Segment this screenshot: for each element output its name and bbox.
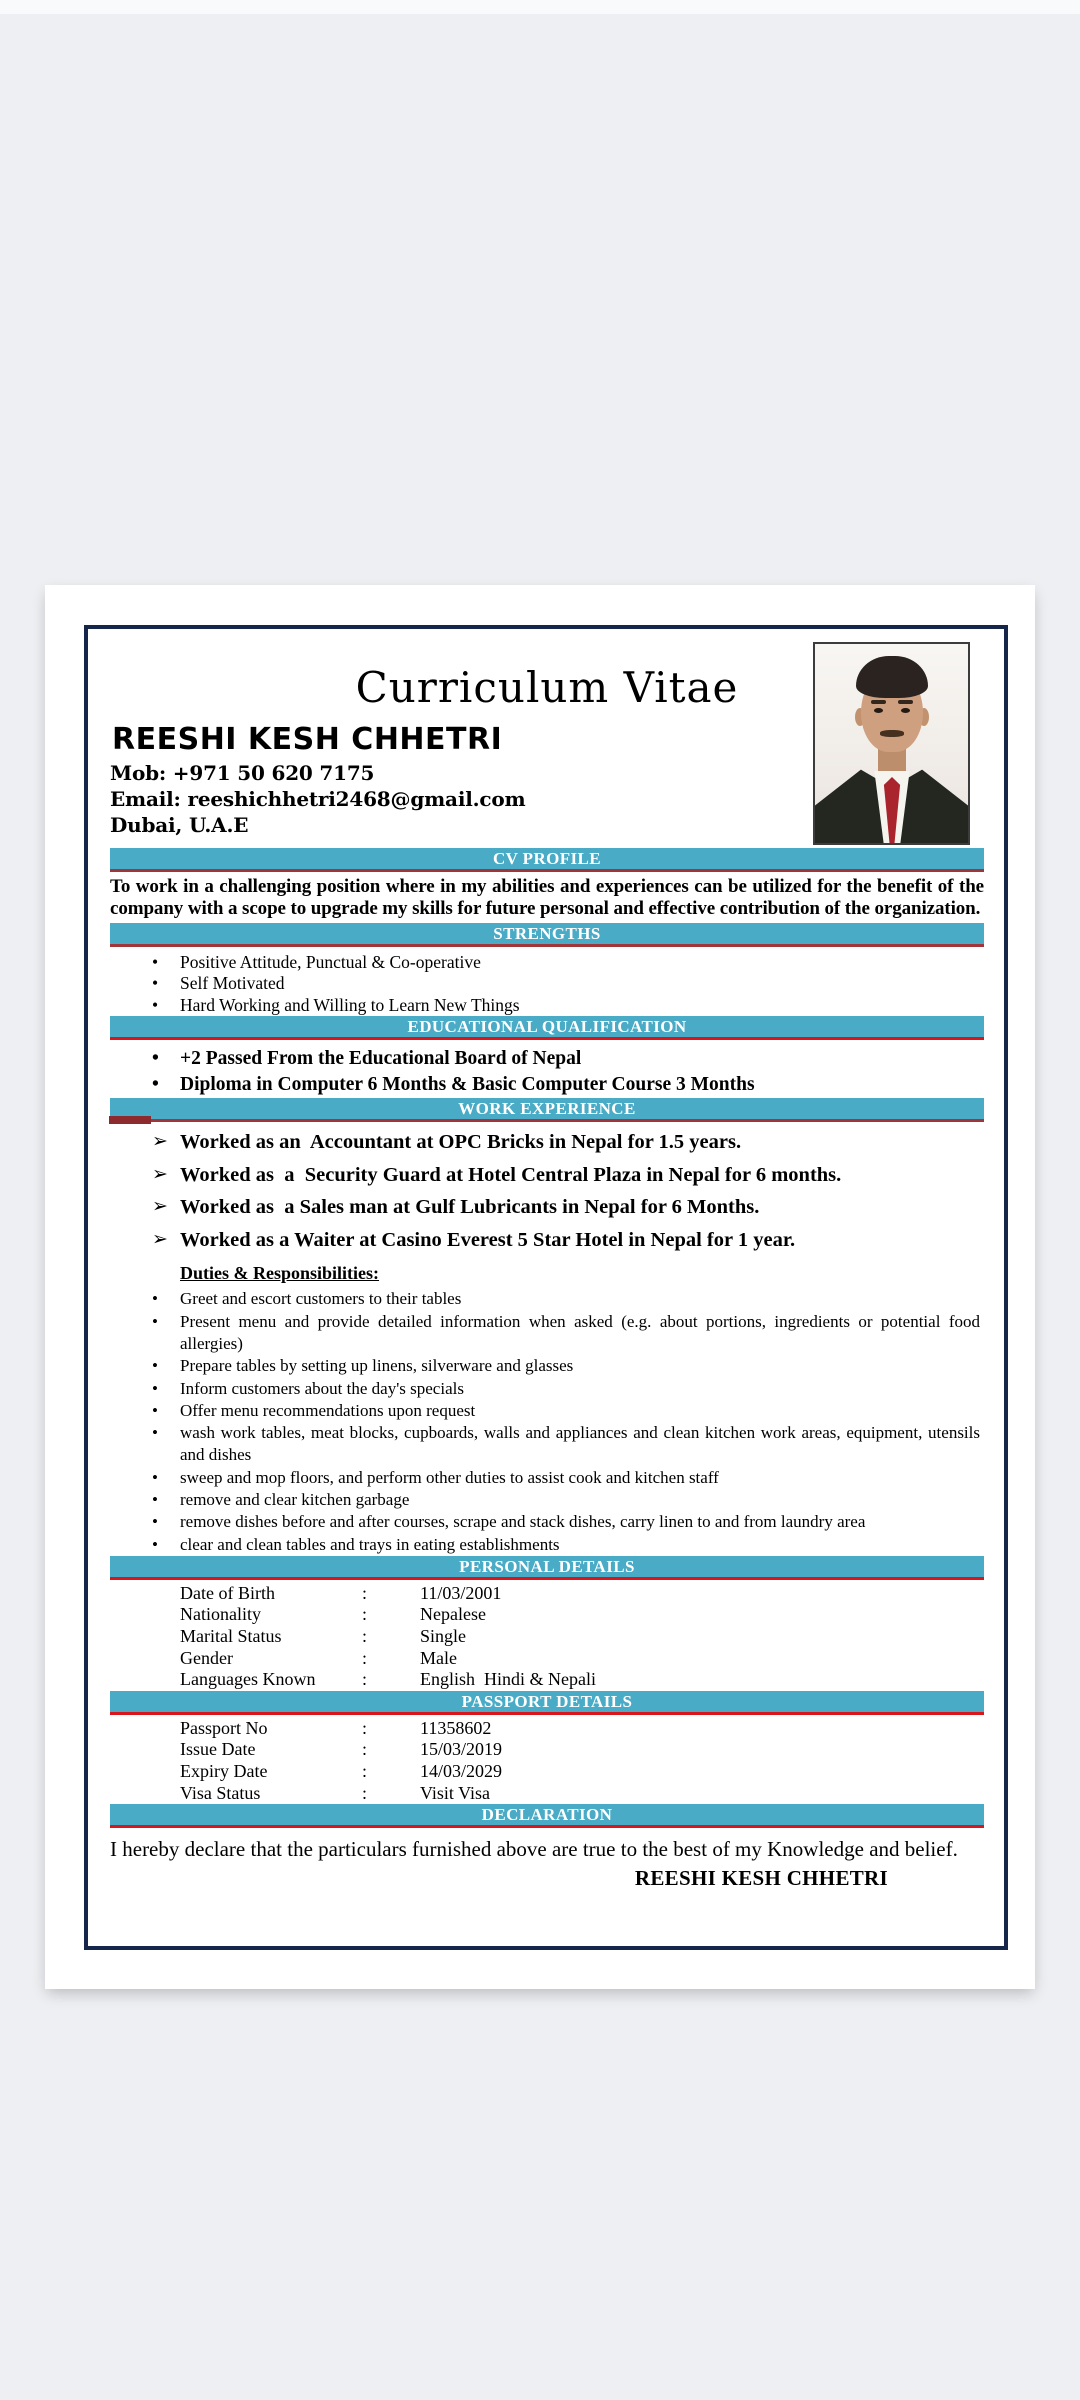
table-row	[110, 1583, 984, 1605]
bullet-icon: •	[152, 1378, 158, 1398]
list-item	[110, 1126, 984, 1159]
bullet-icon: •	[152, 973, 159, 994]
row-value: 15/03/2019	[420, 1739, 503, 1760]
list-item	[110, 1467, 984, 1489]
section-header-personal-details	[110, 1556, 984, 1577]
section-rule	[110, 1037, 984, 1040]
work-experience-list	[110, 1126, 984, 1256]
section-header-declaration	[110, 1804, 984, 1825]
list-item-text: Worked as a Sales man at Gulf Lubricants in Nepal for 6 Months.	[180, 1196, 760, 1219]
row-label: Visa Status	[180, 1782, 261, 1803]
row-colon: :	[362, 1717, 368, 1738]
bullet-icon: •	[152, 1400, 158, 1420]
list-item	[110, 1422, 984, 1467]
section-title: WORK EXPERIENCE	[458, 1099, 636, 1119]
list-item-text: remove and clear kitchen garbage	[180, 1489, 410, 1509]
section-title: EDUCATIONAL QUALIFICATION	[407, 1017, 687, 1037]
row-colon: :	[362, 1582, 368, 1603]
list-item-text: clear and clean tables and trays in eating establishments	[180, 1534, 560, 1554]
section-rule	[110, 1119, 984, 1122]
row-value: 11358602	[420, 1717, 492, 1738]
row-label: Marital Status	[180, 1626, 282, 1647]
section-rule	[110, 1577, 984, 1580]
list-item-text: +2 Passed From the Educational Board of Nepal	[180, 1048, 582, 1070]
list-item	[110, 1534, 984, 1556]
list-item	[110, 1355, 984, 1377]
list-item	[110, 973, 984, 995]
list-item-text: Offer menu recommendations upon request	[180, 1400, 476, 1420]
arrow-bullet-icon: ➢	[152, 1163, 168, 1185]
contact-email: Email: reeshichhetri2468@gmail.com	[110, 787, 526, 811]
list-item	[110, 1159, 984, 1192]
bullet-icon: •	[152, 1489, 158, 1509]
row-value: English Hindi & Nepali	[420, 1669, 596, 1690]
section-header-work-experience	[110, 1098, 984, 1119]
list-item-text: Greet and escort customers to their tables	[180, 1289, 462, 1309]
table-row	[110, 1783, 984, 1805]
document-title: Curriculum Vitae	[355, 663, 739, 712]
duties-heading: Duties & Responsibilities:	[180, 1263, 380, 1284]
row-value: Visit Visa	[420, 1782, 491, 1803]
row-value: 11/03/2001	[420, 1582, 502, 1603]
row-colon: :	[362, 1761, 368, 1782]
bullet-icon: •	[152, 1423, 158, 1443]
row-value: Nepalese	[420, 1604, 486, 1625]
table-row	[110, 1718, 984, 1740]
passport-details-table	[110, 1718, 984, 1804]
arrow-bullet-icon: ➢	[152, 1228, 168, 1250]
list-item-text: remove dishes before and after courses, scrape and stack dishes, carry linen to and from laundry area	[180, 1512, 866, 1532]
list-item-text: Hard Working and Willing to Learn New Things	[180, 994, 520, 1015]
row-colon: :	[362, 1647, 368, 1668]
section-title: STRENGTHS	[493, 923, 601, 943]
row-label: Expiry Date	[180, 1761, 268, 1782]
row-colon: :	[362, 1669, 368, 1690]
section-header-education	[110, 1016, 984, 1037]
list-item	[110, 995, 984, 1017]
row-label: Date of Birth	[180, 1582, 275, 1603]
strengths-list	[110, 952, 984, 1017]
list-item	[110, 1046, 984, 1072]
list-item-text: Diploma in Computer 6 Months & Basic Computer Course 3 Months	[180, 1074, 755, 1096]
cv-profile-text: To work in a challenging position where in my abilities and experiences can be utilized for the benefit of the company with a scope to upgrade my skills for future personal and effective contribution of the organization.	[110, 876, 984, 920]
table-row	[110, 1648, 984, 1670]
table-row	[110, 1669, 984, 1691]
candidate-name: REESHI KESH CHHETRI	[112, 722, 503, 757]
row-colon: :	[362, 1604, 368, 1625]
section-header-cv-profile	[110, 848, 984, 869]
bullet-icon: •	[152, 994, 159, 1015]
photo-eyebrow-shape	[871, 700, 886, 704]
list-item-text: Worked as an Accountant at OPC Bricks in Nepal for 1.5 years.	[180, 1131, 742, 1154]
duties-list	[110, 1288, 984, 1556]
list-item	[110, 1378, 984, 1400]
list-item	[110, 1489, 984, 1511]
section-title: PERSONAL DETAILS	[459, 1556, 635, 1576]
row-colon: :	[362, 1739, 368, 1760]
list-item	[110, 1288, 984, 1310]
row-label: Passport No	[180, 1717, 268, 1738]
section-rule	[110, 1825, 984, 1828]
arrow-bullet-icon: ➢	[152, 1196, 168, 1218]
bullet-icon: •	[152, 1512, 158, 1532]
list-item	[110, 1191, 984, 1224]
row-label: Issue Date	[180, 1739, 256, 1760]
list-item-text: Inform customers about the day's specials	[180, 1378, 464, 1398]
contact-location: Dubai, U.A.E	[110, 813, 249, 837]
cv-border-frame	[84, 625, 1008, 1950]
bullet-icon: •	[152, 1074, 159, 1096]
table-row	[110, 1604, 984, 1626]
list-item	[110, 1511, 984, 1533]
row-value: 14/03/2029	[420, 1761, 503, 1782]
list-item-text: Positive Attitude, Punctual & Co-operative	[180, 951, 481, 972]
section-title: PASSPORT DETAILS	[461, 1691, 633, 1711]
photo-eye-shape	[901, 708, 910, 713]
row-value: Single	[420, 1626, 467, 1647]
contact-mobile: Mob: +971 50 620 7175	[110, 761, 375, 785]
list-item	[110, 1072, 984, 1098]
row-colon: :	[362, 1626, 368, 1647]
bullet-icon: •	[152, 1467, 158, 1487]
bullet-icon: •	[152, 1048, 159, 1070]
section-rule	[110, 944, 984, 947]
table-row	[110, 1761, 984, 1783]
list-item	[110, 1400, 984, 1422]
signature-name: REESHI KESH CHHETRI	[634, 1866, 888, 1891]
bullet-icon: •	[152, 1534, 158, 1554]
table-row	[110, 1626, 984, 1648]
list-item-text: wash work tables, meat blocks, cupboards, walls and appliances and clean kitchen work areas, equipment, utensils and dishes	[180, 1423, 980, 1465]
photo-eyebrow-shape	[898, 700, 913, 704]
bullet-icon: •	[152, 1356, 158, 1376]
photo-mustache-shape	[880, 730, 904, 737]
list-item-text: sweep and mop floors, and perform other duties to assist cook and kitchen staff	[180, 1467, 719, 1487]
section-title: DECLARATION	[481, 1805, 613, 1825]
photo-hair-shape	[856, 656, 928, 698]
list-item	[110, 1311, 984, 1356]
row-label: Languages Known	[180, 1669, 316, 1690]
education-list	[110, 1046, 984, 1098]
section-header-strengths	[110, 923, 984, 944]
cv-header	[110, 629, 984, 838]
section-title: CV PROFILE	[492, 849, 602, 868]
table-row	[110, 1739, 984, 1761]
row-label: Nationality	[180, 1604, 261, 1625]
list-item-text: Present menu and provide detailed information when asked (e.g. about portions, ingredients or potential food allergies)	[180, 1311, 980, 1353]
section-header-passport-details	[110, 1691, 984, 1712]
row-label: Gender	[180, 1647, 233, 1668]
row-value: Male	[420, 1647, 457, 1668]
document-page[interactable]	[45, 585, 1035, 1989]
list-item-text: Worked as a Waiter at Casino Everest 5 Star Hotel in Nepal for 1 year.	[180, 1228, 796, 1251]
list-item	[110, 952, 984, 974]
row-colon: :	[362, 1782, 368, 1803]
list-item	[110, 1224, 984, 1257]
arrow-bullet-icon: ➢	[152, 1131, 168, 1153]
list-item-text: Self Motivated	[180, 973, 285, 994]
list-item-text: Prepare tables by setting up linens, silverware and glasses	[180, 1356, 574, 1376]
status-bar-area	[0, 0, 1080, 14]
declaration-text: I hereby declare that the particulars furnished above are true to the best of my Knowledge and belief.	[110, 1837, 958, 1862]
portrait-photo	[813, 642, 970, 845]
bullet-icon: •	[152, 1311, 158, 1331]
bullet-icon: •	[152, 951, 159, 972]
photo-eye-shape	[874, 708, 883, 713]
section-rule	[110, 869, 984, 872]
list-item-text: Worked as a Security Guard at Hotel Central Plaza in Nepal for 6 months.	[180, 1163, 842, 1186]
bullet-icon: •	[152, 1289, 158, 1309]
personal-details-table	[110, 1583, 984, 1691]
section-rule	[110, 1712, 984, 1715]
